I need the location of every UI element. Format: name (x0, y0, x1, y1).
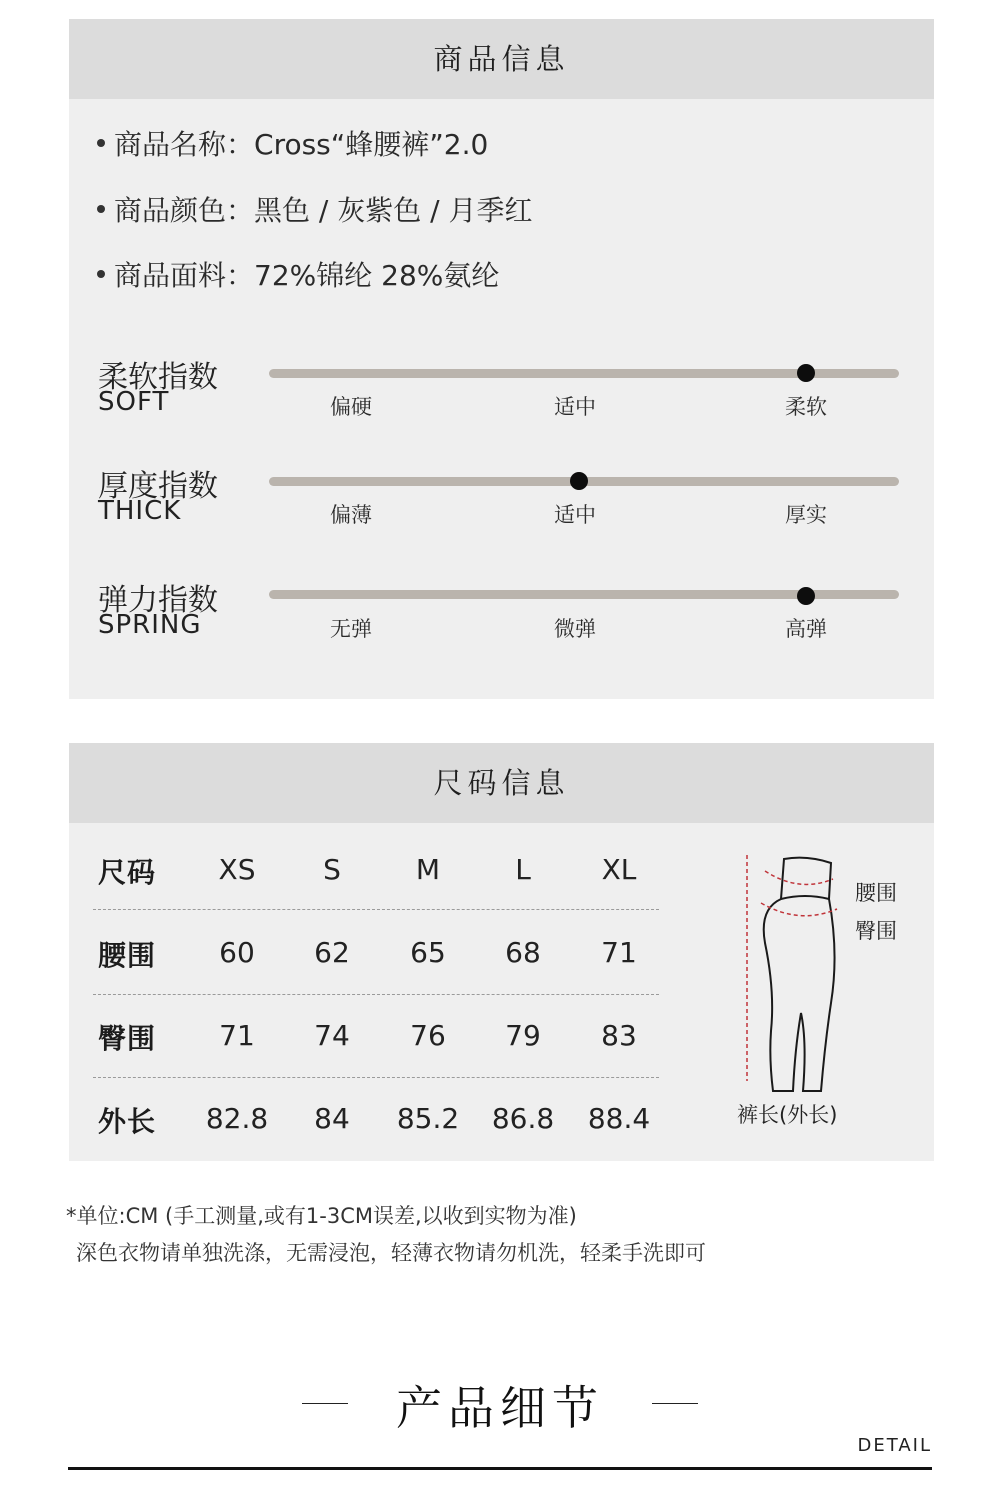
thick-tick-mid: 适中 (554, 503, 596, 527)
section-subtitle: DETAIL (857, 1435, 932, 1456)
row-label-waist: 腰围 (98, 939, 157, 972)
product-info-panel (69, 19, 934, 699)
row-divider (93, 1077, 659, 1078)
soft-tick-low: 偏硬 (330, 395, 372, 419)
table-cell: 88.4 (587, 1102, 651, 1135)
size-header-label: 尺码 (98, 856, 157, 889)
figure-label-hip: 臀围 (855, 919, 897, 943)
size-col-xl: XL (601, 853, 637, 886)
soft-tick-high: 柔软 (785, 395, 827, 419)
table-cell: 71 (601, 936, 637, 969)
bullet-icon (97, 270, 105, 278)
table-cell: 85.2 (396, 1102, 460, 1135)
spec-label: 商品名称： (114, 128, 255, 161)
size-col-s: S (323, 853, 341, 886)
table-cell: 83 (601, 1019, 637, 1052)
table-cell: 60 (219, 936, 255, 969)
thick-tick-high: 厚实 (785, 503, 827, 527)
table-cell: 79 (505, 1019, 541, 1052)
spring-tick-mid: 微弹 (554, 617, 596, 641)
table-cell: 68 (505, 936, 541, 969)
spring-index-en: SPRING (98, 610, 202, 640)
table-cell: 71 (219, 1019, 255, 1052)
spec-label: 商品颜色： (114, 194, 255, 227)
spring-tick-high: 高弹 (785, 617, 827, 641)
table-cell: 82.8 (205, 1102, 269, 1135)
spec-color (97, 189, 533, 229)
spec-value: Cross“蜂腰裤”2.0 (254, 128, 489, 161)
row-divider (93, 994, 659, 995)
spec-name (97, 123, 488, 163)
row-divider (93, 909, 659, 910)
bullet-icon (97, 205, 105, 213)
section-title: 产品细节 (396, 1381, 604, 1435)
bullet-icon (97, 139, 105, 147)
thick-index-label: 厚度指数 (98, 469, 218, 504)
note-washing: 深色衣物请单独洗涤，无需浸泡，轻薄衣物请勿机洗，轻柔手洗即可 (76, 1241, 706, 1265)
spec-value: 黑色 / 灰紫色 / 月季红 (254, 194, 533, 227)
title-rule-right (652, 1403, 698, 1404)
size-col-l: L (515, 853, 531, 886)
thick-index-knob (570, 472, 588, 490)
spec-label: 商品面料： (114, 259, 255, 292)
figure-label-length: 裤长(外长) (737, 1103, 838, 1127)
spring-index-label: 弹力指数 (98, 583, 218, 618)
product-info-title: 商品信息 (69, 19, 934, 99)
table-cell: 76 (410, 1019, 446, 1052)
table-cell: 74 (314, 1019, 350, 1052)
table-cell: 84 (314, 1102, 350, 1135)
size-info-title: 尺码信息 (69, 743, 934, 823)
size-info-panel (69, 743, 934, 1161)
spec-value: 72%锦纶 28%氨纶 (254, 259, 500, 292)
soft-index-en: SOFT (98, 387, 170, 417)
size-col-xs: XS (218, 853, 256, 886)
leggings-figure-icon (729, 843, 849, 1103)
figure-label-waist: 腰围 (855, 881, 897, 905)
soft-index-label: 柔软指数 (98, 360, 218, 395)
size-col-m: M (415, 853, 441, 886)
soft-tick-mid: 适中 (554, 395, 596, 419)
table-cell: 86.8 (491, 1102, 555, 1135)
spring-index-knob (797, 587, 815, 605)
row-label-hip: 臀围 (98, 1022, 157, 1055)
bottom-divider (68, 1467, 932, 1470)
row-label-length: 外长 (98, 1105, 157, 1138)
spring-tick-low: 无弹 (330, 617, 372, 641)
note-unit: *单位:CM (手工测量,或有1-3CM误差,以收到实物为准) (66, 1204, 577, 1228)
table-cell: 62 (314, 936, 350, 969)
soft-index-knob (797, 364, 815, 382)
thick-index-en: THICK (98, 496, 182, 526)
spec-fabric (97, 254, 499, 294)
table-cell: 65 (410, 936, 446, 969)
thick-tick-low: 偏薄 (330, 503, 372, 527)
